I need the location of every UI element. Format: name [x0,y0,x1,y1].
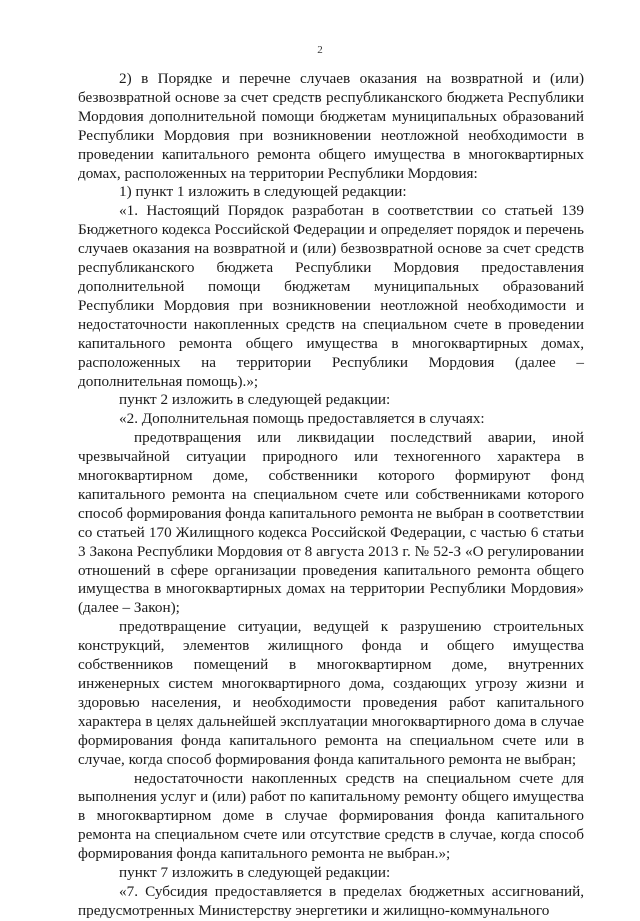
paragraph-subitem-2: пункт 2 изложить в следующей редакции: [119,391,391,409]
paragraph-item-2: 2) в Порядке и перечне случаев оказания на возвратной и (или) безвозвратной основе за счет средств республиканского бюджета Республики Мордовия дополнительной помощи бюджетам муниципальных образований Республики Мордовия при возникновении неотложной необходимости в проведении капитального ремонта общего имущества в многоквартирных домах, расположенных на территории Республики Мордовия: [78,70,584,182]
paragraph-point-1-text: «1. Настоящий Порядок разработан в соответствии со статьей 139 Бюджетного кодекса Российской Федерации и определяет порядок и перечень случаев оказания на возвратной и (или) безвозвратной основе за счет средств республиканского бюджета Республики Мордовия предоставления дополнительной помощи бюджетам муниципальных образований Республики Мордовия при возникновении неотложной необходимости и недостаточности накопленных средств на специальном счете в проведении капитального ремонта общего имущества в многоквартирных домах, расположенных на территории Республики Мордовия (далее – дополнительная помощь).»; [78,202,584,390]
paragraph-case-1: предотвращения или ликвидации последствий аварии, иной чрезвычайной ситуации природного или техногенного характера в многоквартирном доме, собственники которого формируют фонд капитального ремонта на специальном счете или собственниками которого способ формирования фонда капитального ремонта не выбран в соответствии со статьей 170 Жилищного кодекса Российской Федерации, с частью 6 статьи 3 Закона Республики Мордовия от 8 августа 2013 г. № 52-З «О регулировании отношений в сфере организации проведения капитального ремонта общего имущества в многоквартирных домах на территории Республики Мордовия» (далее – Закон); [78,429,584,617]
paragraph-subitem-1: 1) пункт 1 изложить в следующей редакции: [119,183,407,201]
paragraph-point-2-heading: «2. Дополнительная помощь предоставляется в случаях: [119,410,485,428]
paragraph-subitem-7: пункт 7 изложить в следующей редакции: [119,864,391,882]
page-number: 2 [317,44,323,56]
paragraph-case-2: предотвращение ситуации, ведущей к разрушению строительных конструкций, элементов жилищного фонда и общего имущества собственников помещений в многоквартирном доме, внутренних инженерных систем многоквартирного дома, создающих угрозу жизни и здоровью населения, и необходимости проведения работ капитального характера в целях дальнейшей эксплуатации многоквартирного дома в случае формирования фонда капитального ремонта на специальном счете или в случае, когда способ формирования фонда капитального ремонта не выбран; [78,618,584,768]
document-body [78,70,584,921]
paragraph-case-3: недостаточности накопленных средств на специальном счете для выполнения услуг и (или) работ по капитальному ремонту общего имущества в многоквартирном доме в случае формирования фонда капитального ремонта на специальном счете или отсутствие средств в случае, когда способ формирования фонда капитального ремонта не выбран.»; [78,769,584,863]
paragraph-point-7-text: «7. Субсидия предоставляется в пределах бюджетных ассигнований, предусмотренных Министерству энергетики и жилищно-коммунального [78,882,584,919]
